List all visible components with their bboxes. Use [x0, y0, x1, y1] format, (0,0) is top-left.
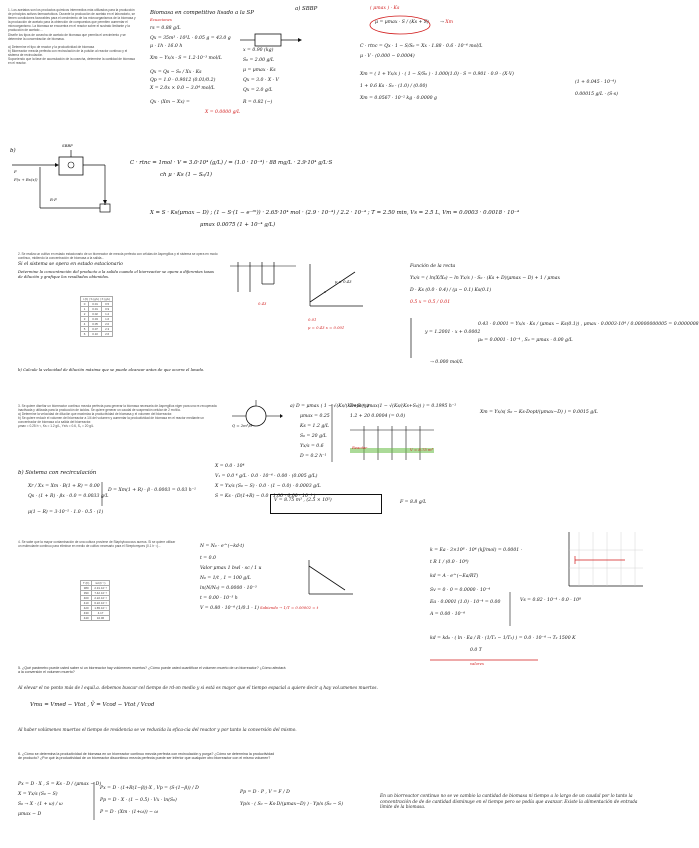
s5-eq-9: t R 1 / (0.0 · 10⁴)	[430, 560, 469, 565]
s1-eq-3: Xm − Yx/s · S = 1.2·10⁻³ mol/L	[150, 56, 222, 61]
s3-graph-label: μ = 0.43	[335, 279, 352, 284]
table-cell: 0.07	[89, 327, 102, 332]
s1-red-top: ( μmax ) · Ks	[370, 6, 400, 11]
table-cell: 0.05	[89, 322, 102, 327]
table-row	[81, 327, 113, 332]
s4-eq-7: 1.2 + 20 0.0004 (= 0.0)	[350, 414, 406, 419]
s3-eq-2: D · Ks (0.0 · 0.4) / (μ − 0.1) Ks(0.1)	[410, 288, 492, 293]
s4-eq-4: Yx/s = 0.6	[300, 444, 324, 449]
s4-bracket-2	[100, 482, 104, 508]
s7-eq-right: Pp = D · P , V = F / D	[240, 790, 290, 795]
table-row	[81, 332, 113, 337]
s4-green-label: Reactor	[352, 445, 368, 450]
s4-qb: b) Se quiere reducir el volumen del biorreactor a 1/4 del volumen y aumentar la productividad de biomasa en el reactor mediante un concentrador de biomasa a la salida del biorreactor.	[18, 416, 205, 425]
table-row	[81, 601, 110, 606]
s1-eq-10: μ = μmax · Ks	[243, 68, 276, 73]
s1-eq-16: μ · V · (0.000 − 0.0004)	[360, 54, 415, 59]
s1-eq-1: Qx = 35m³ · 10³L · 0.05 g = 43.0 g	[150, 36, 231, 41]
s7-eq-8: Yp/s · ( S₀ − Ks·D/(μmax−D) ) · Yp/s (S₀ − S)	[240, 802, 343, 807]
s4-box-text: V = 8.75 m³ , (2.5 × 10⁵)	[274, 498, 332, 503]
table-cell: 2.6	[102, 332, 113, 337]
s4-eq-9: Xr / Xx = Xm · B(1 + R) = 0.00	[28, 484, 100, 489]
table-cell: 0.03	[89, 317, 102, 322]
table-row	[81, 616, 110, 621]
s3-red-b: 0.01	[308, 317, 317, 322]
s5-data-table	[80, 580, 110, 621]
s1-eq-8: x = 0.90 (kg)	[243, 48, 274, 53]
s3-intro-2: Determine la concentración del producto a la salida cuando el biorreactor se opera a diferentes tasas de dilución y grafique los resultados obtenidos.	[18, 269, 214, 279]
s4-eq-11: μ(1 − R) = 3·10⁻⁵ · 1.0 · 0.5 · (1)	[28, 510, 104, 515]
s4-params: μmax = 0.25 h⁻¹, Ks = 1.2 g/L, Yx/s = 0.6, S₀ = 20 g/L	[18, 424, 94, 429]
s5-eq-6: t = 0.00 · 10⁻³ h	[200, 596, 238, 601]
s3-axis-sketch	[405, 316, 419, 360]
s4-red-v: V = 8.75 m³	[410, 447, 434, 452]
table-cell: 400	[81, 596, 92, 601]
s2-sbbp: SBBP	[62, 143, 73, 148]
s1-eq-11: Qx = 3.0 · X · V	[243, 78, 279, 83]
table-cell: 0.01	[89, 307, 102, 312]
s1-reactor-diagram	[240, 20, 300, 50]
s2-recycle: R·F	[50, 197, 57, 202]
s2-label: b)	[10, 148, 16, 154]
table-cell: 440	[81, 616, 92, 621]
table-cell: 420	[81, 606, 92, 611]
s1-label-a: a) SBBP	[295, 6, 318, 12]
s4-grid-sketch	[350, 426, 436, 462]
s4-reactor-label: Q = 2m³/d	[232, 423, 252, 428]
table-cell: 390	[81, 591, 92, 596]
table-cell: 0.02	[89, 312, 102, 317]
s6-answer: Al elevar el no ponto más de l equil.a. debemos buscar cel tiempo de rd·on medio y si está es mayor que el tiempo espacial a quiere decir q hay vol.umenes muertos.	[18, 686, 378, 691]
s4-eq-6: Dopt=μmax(1 − √(Ks/(Ks+S₀)) ) = 0.1995 h⁻¹	[350, 404, 457, 409]
s3-fun-label: Función de la recta	[410, 264, 456, 269]
s4-eq-1: μmax = 0.25	[300, 414, 330, 419]
s1-red-mark: → Xm	[440, 20, 453, 25]
table-cell: 2.22·10⁻²	[92, 596, 109, 601]
s1-eq-7: Qx · (Xm − Xx) =	[150, 100, 190, 105]
s5-eq-13: A = 0.00 · 10⁻⁴	[430, 612, 465, 617]
s1-eq-21: 0.00015 g/L · (S·s)	[575, 92, 618, 97]
table-cell: 0.5	[102, 302, 113, 307]
s2-out: S	[104, 201, 107, 206]
table-cell: 2	[81, 312, 89, 317]
s5-red-bottom: valores	[470, 661, 484, 666]
s1-eq-5: Qp = 1.0 · 0.9012 (0.01/0.2)	[150, 78, 216, 83]
s4-eq-16: S = Ks · (D(1+R) − 0.0 · 1.00 · 0.00 · 10⁻⁴ )	[215, 494, 316, 499]
s4-eq-12: D = Xm(1 + R) · β · 0.0003 = 0.03 h⁻¹	[108, 488, 196, 493]
table-cell: 1	[81, 307, 89, 312]
s4-eq-10: Qs · (1 + R) · βx · 0.0 = 0.0033 g/L	[28, 494, 109, 499]
s5-question: Se sabe que la mayor contaminación de una cultura proviene de Staphylococcus aureus. Si se quiere utilizar un estimulante continuo para eliminar en medio de cultivo necesario para el Streptomyces (0.1 h⁻¹)...	[18, 540, 176, 549]
s3-eq-4: 0.43 · 0.0001 = Yx/s · Ks / (μmax − Ks(0.1)) , μmax · 0.0003·10⁴ / 0.00000000005 = 0.0000008	[478, 322, 699, 327]
s1-eq-18: 1 + 0.6 Ks · S₀ · (1.0) / (0.00)	[360, 84, 428, 89]
s5-eq-3: Valor μmax 1 bwl · sc / 1 u	[200, 566, 262, 571]
s3-table-head: t (h) | S (g/L) | X (g/L)	[81, 297, 113, 302]
s5-eq-12: Ea · 0.0001 (1.0) · 10⁻⁴ = 0.00	[430, 600, 501, 605]
table-header-cell: T (K)	[81, 581, 92, 586]
s4-eq-13: X = 0.0 · 10⁴	[215, 464, 245, 469]
s2-eq-3: X = S · Ks(μmax − D) ; (1 − S·(1 − e⁻ᴰᵗ)) · 2.65·10⁴ mol · (2.9 · 10⁻⁴) / 2.2 · 10⁻⁴ ; T = 2.50 min, Vs = 2.5 L, Vm = 0.0003 · 0.0018 · 10⁻⁴	[150, 210, 520, 216]
s3-red-c: μ = 0.43 x = 0.001	[308, 325, 345, 330]
s6-eq: Vmu = Vmed − Vtot , Ṽ = Vcod − Vtot / Vcod	[30, 702, 155, 708]
s7-eq-2: X = Yx/s (S₀ − S)	[18, 792, 58, 797]
question-4-text	[18, 540, 178, 548]
s4-eq-5: D = 0.2 h⁻¹	[300, 454, 327, 459]
s7-eq-3: S₀ → X · (1 + ω) / ω	[18, 802, 63, 807]
table-row	[81, 302, 113, 307]
s1-biomasa-title: Biomasa en competitivo lisado a la SP	[150, 10, 254, 16]
table-cell: 410	[81, 601, 92, 606]
table-row	[81, 317, 113, 322]
s2-eq-1: C · rtnc = 1mol · V = 3.0·10⁴ (g/L) / = (1.0 · 10⁻⁴) · 88 mg/L · 2.9·10⁴ g/L·S	[130, 160, 333, 166]
s3-foot: b) Calcule la velocidad de dilución máxima que se puede alcanzar antes de que ocurra el lavado.	[18, 367, 205, 372]
s1-eq-12: Qx = 2.0 g/L	[243, 88, 273, 93]
table-cell: 10.06	[92, 616, 109, 621]
s1-red-result: X = 0.0000 g/L	[205, 110, 241, 115]
s5-eq-14: Vs = 0.82 · 10⁻⁴ · 0.0 · 10⁸	[520, 598, 581, 603]
s3-line-graph	[305, 262, 365, 312]
s1-eq-6: X = 2.0x × 0.0 − 3.0⁴ mol/L	[150, 86, 215, 91]
s3-eq-6: → 0.000 mol/L	[430, 360, 464, 365]
s4-reactor-sketch	[232, 400, 282, 434]
s5-qnum: 4.	[18, 540, 21, 544]
s3-eq-1: Yx/s = ( ln(X/X₀) − ln Yx/s ) · S₀ · (Ks + D)(μmax − D) + 1 / μmax	[410, 276, 561, 281]
table-cell: 0	[81, 302, 89, 307]
s2-feed-vals: F(x + Rx(x))	[14, 177, 38, 182]
s4-eq-14: V₁ = 0.0 ⁴ g/L · 0.0 · 10⁻⁴ · 0.00 · (0.005 g/L)	[215, 474, 318, 479]
s4-qnum: 3.	[18, 404, 21, 408]
table-cell: 5	[81, 327, 89, 332]
s2-eq-4: μmax 0.0075 (1 + 10⁻⁴ g/L)	[200, 222, 276, 228]
table-cell: 7.42·10⁻³	[92, 591, 109, 596]
s4-result-box	[270, 494, 382, 514]
s5-bracket	[508, 592, 512, 628]
s5-axis-graph	[305, 558, 355, 598]
s7-eq-7: P = D · (Xm · (1+ω)) − ω	[100, 810, 159, 815]
table-cell: 6.22·10⁻²	[92, 601, 109, 606]
table-cell: 2.3	[102, 327, 113, 332]
s4-eq-2: Ks = 1.2 g/L	[300, 424, 329, 429]
s1-eq-14: μ = μmax · S / (Ks + S)	[375, 20, 429, 25]
s2-feed: F	[14, 169, 17, 174]
table-row	[81, 586, 110, 591]
s5-scatter-plot	[565, 530, 645, 590]
s5-eq-15: kd = kd₀ · ( ln · Ea / R · (1/T₁ − 1/T₂) ) = 0.0 · 10⁻⁴ → T₂ 1500 K	[430, 636, 576, 641]
s4-eq-15: X = Yx/s (S₀ − S) · 0.0 · (1 − 0.0) · 0.0003 g/L	[215, 484, 321, 489]
s1-rs-line: rs = 0.88 g/L	[150, 26, 181, 31]
s1-eq-9: S₀ = 2.00 g/L	[243, 58, 274, 63]
s5-eq-5: ln(N/N₀) = 0.0000 · 10⁻³	[200, 586, 257, 591]
s7-eq-6: Pp = D · X · (1 − 0.5) · Vx · ln(S₀)	[100, 798, 177, 803]
table-cell: 6	[81, 332, 89, 337]
table-cell: 430	[81, 611, 92, 616]
table-cell: 3	[81, 317, 89, 322]
s6-question: 5. ¿Qué parámetro puede usted saber si un biorreactor hay volúmenes muertos? ¿Cómo puede usted cuantificar el volumen muerto de un biorreactor? ¿Cómo afectará a la conversión el volumen muerto?	[18, 666, 286, 675]
s1-eq-20: (1 + 0.045 · 10⁻⁴)	[575, 80, 616, 85]
s3-data-table	[80, 296, 113, 337]
s1-red-circle	[365, 14, 435, 38]
s6-answer-2: Al haber volúmenes muertos el tiempo de residencia se ve reducida la efica·cia del reactor y por tanto la conversión del mismo.	[18, 728, 297, 733]
s1-eq-13: R = 0.82 (−)	[243, 100, 273, 105]
s7-eq-left: Px = D · X , S = Ks · D / (μmax − D)	[18, 782, 102, 787]
s4-bracket	[330, 404, 334, 464]
table-cell: 0.10	[89, 332, 102, 337]
s4-eq-17: F = 8.8 g/L	[400, 500, 427, 505]
question-1-text: 1. Los acetatos son los productos químicos intermedios más utilizados para la producción de principios activos farmacéuticos. Durante la producción de acetato en el laboratorio, se tienen condiciones favorables para el crecimiento de los microorganismos de la biomasa y la producción de acetato para la obtención de compuestos que permiten aumentar el microorganismo. La biomasa se encuentra en el reactor sobre el sustrato limitante y la producción de acetato ... Diseñe los tipos de cosecha de acetato de biomasa que permita el crecimiento y se determine la concentración de biomasa. a) Determine el tipo de reactor y la productividad de biomasa b) Biorreactor mezcla perfecta con recirculación de la pulsión al reactor continuo y el sistema de recirculación. Suponiendo que la fase de acumulación de la cosecha, determine la cantidad de biomasa en el reactor.	[8, 8, 136, 66]
table-cell: 2.0	[102, 322, 113, 327]
s5-eq-10: kd = A · e^(−Ea/RT)	[430, 574, 479, 579]
table-cell: 0.9	[102, 307, 113, 312]
s7-bracket	[92, 782, 96, 822]
table-row	[81, 591, 110, 596]
table-row	[81, 307, 113, 312]
s5-red-underline	[430, 658, 540, 662]
s3-intro: Si el sistema se opera en estado estacionario	[18, 262, 123, 267]
s7-eq-4: μmax − D	[18, 812, 42, 817]
s1-eq-4: Qx = Qs − S₀ / Xx · Ks	[150, 70, 202, 75]
table-cell: 1.2	[102, 312, 113, 317]
s5-eq-8: k = Ea · 3×10⁸ · 10⁴ (kJ/mol) = 0.0001 ·	[430, 548, 523, 553]
table-row	[81, 322, 113, 327]
table-row	[81, 312, 113, 317]
s5-eq-1: N = N₀ · e^(−kd·t)	[200, 544, 245, 549]
s1-eq-17: Xm = ( 1 + Yx/s ) · ( 1 − S/S₀ ) · 1.000(1.0) · S = 0.901 · 0.9 · (X·V)	[360, 72, 514, 77]
s1-eq-15: C · rtnc = Qx · 1 − S/S₀ = Xx · 1.88 · 0.6 · 10⁻⁴ mol/L	[360, 44, 483, 49]
s7-answer: En un biorreactor continuo no se ve cambio la cantidad de biomasa ni tiempo a lo largo de un caudal por lo tanto la concentración de de de cantidad disminuye en el tiempo pero se podía que avanzar. Existe la alimentación de entrada límite de la biomasa.	[380, 794, 638, 810]
s4-ans-a: a) D = μmax ( 1 − √(Ks/(Ks+S₀)) )	[290, 404, 369, 409]
table-cell: 4.17	[92, 611, 109, 616]
s7-eq-5: Px = D · (1+R(1−β))·X , Vp = (S·(1−β)) / D	[100, 786, 199, 791]
s5-eq-11: Sv = 0 · 0 = 0.0000 · 10⁻⁴	[430, 588, 491, 593]
table-cell: 380	[81, 586, 92, 591]
table-row	[81, 606, 110, 611]
table-header-cell: kd (h⁻¹)	[92, 581, 109, 586]
question-3-text	[18, 404, 218, 429]
s4-eq-3: S₀ = 20 g/L	[300, 434, 327, 439]
s1-eq-19: Xm = 0.0567 · 10⁻² kg · 0.0000 g	[360, 96, 438, 101]
s3-eq-5: μ₀ = 0.0001 · 10⁻⁴ , S₀ = μmax · 0.00 g/L	[478, 338, 573, 343]
table-cell: 1.6	[102, 317, 113, 322]
s3-red-d: 0.5 x = 0.5 / 0.01	[410, 300, 451, 305]
s5-eq-2: t = 0.0	[200, 556, 216, 561]
question-2-text: 2. Se realiza un cultivo en estado estacionario de un biorreactor de mezcla perfecta con células de Aspergillus y el sistema se opera en modo continuo, midiendo la concentración de biomasa a la salida...	[18, 252, 218, 261]
s4-sub-b: b) Sistema con recirculación	[18, 470, 97, 476]
s4-qa: a) Determine la velocidad de dilución que maximiza la productividad de biomasa y el volumen del biorreactor.	[18, 412, 173, 417]
table-cell: 4	[81, 322, 89, 327]
s5-red-note: Sabiendo → 1/T = 0.00002 = t	[260, 605, 319, 610]
table-cell: 1.65·10⁻¹	[92, 606, 109, 611]
s1-red-note: Ecuaciones	[150, 17, 172, 22]
table-row	[81, 596, 110, 601]
s1-eq-2: μ · 1h · 16.0 h	[150, 44, 183, 49]
s3-red-a: 0.43	[258, 301, 267, 306]
s3-eq-3: y = 1.2001 · x + 0.0002	[425, 330, 481, 335]
s7-question: 6. ¿Cómo se determina la productividad de biomasa en un biorreactor continuo mezcla perfecta con recirculación y purga? ¿Cómo se determina la productividad de producto? ¿Por qué la productividad de un biorreactor discontinuo mezcla perfecta puede ser inferior que cualquier otro biorreactor con el mismo volumen?	[18, 752, 275, 761]
s4-eq-8: Xm = Yx/s( S₀ − Ks·Dopt/(μmax−D) ) = 0.0015 g/L	[480, 410, 598, 415]
s5-eq-7: V = 0.80 · 10⁻⁴ (1/0.1 · 1)	[200, 606, 259, 611]
s5-eq-16: 0.0 T	[470, 648, 482, 653]
s5-eq-4: N₀ = 1/t , 1 = 100 g/L	[200, 576, 251, 581]
s4-question: Se quiere diseñar un biorreactor continuo mezcla perfecta para generar la biomasa necesaria de Aspergillus niger para una re-recuperada inactivada y utilizada para la producción de ácidos. Se quiere generar un caudal de suspensión celular de 2 m³/día.	[18, 404, 217, 413]
table-cell: 0.01	[89, 302, 102, 307]
s2-eq-2: ch μ · Ks (1 − S₀/1)	[160, 172, 213, 178]
table-cell: 2.31·10⁻³	[92, 586, 109, 591]
